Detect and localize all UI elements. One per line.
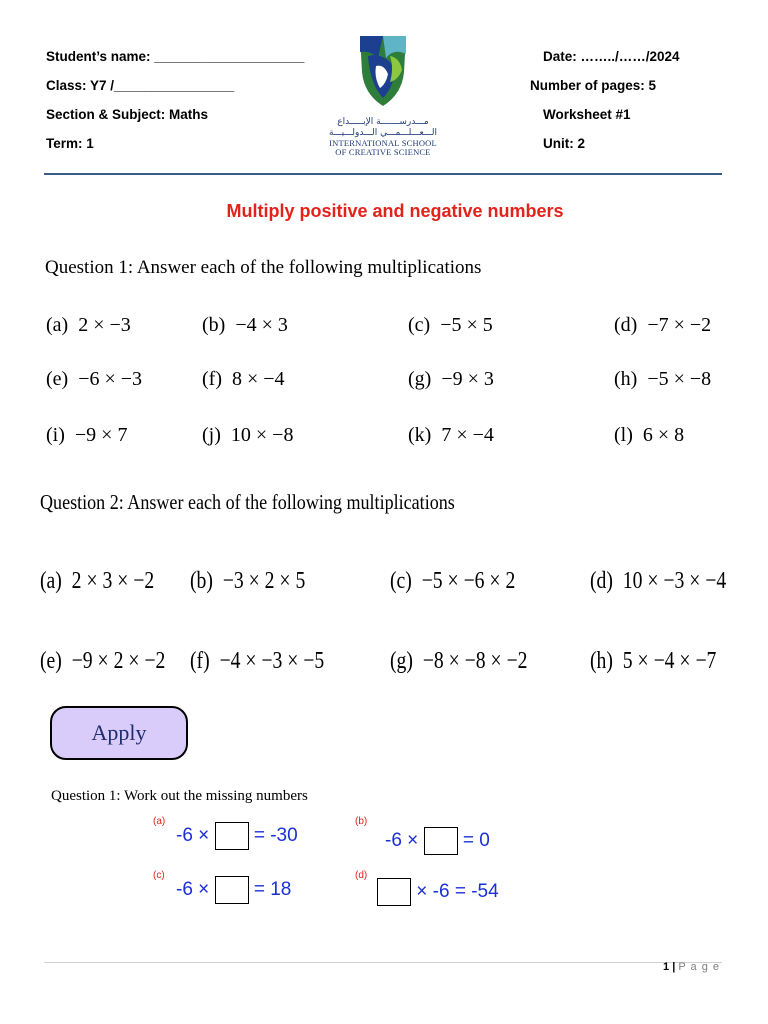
q1-item-f: (f) 8 × −4 [202,368,285,390]
q1-item-b: (b) −4 × 3 [202,314,288,336]
q1-item-h: (h) −5 × −8 [614,368,712,390]
q1-item-j: (j) 10 × −8 [202,424,294,446]
header-divider [44,173,722,175]
worksheet-title: Multiply positive and negative numbers [226,201,564,221]
apply-item-a: -6 × = -30 [176,822,298,850]
answer-box-c[interactable] [215,876,249,904]
school-name-arabic-2: الـــعـــلـــمـــي الـــدولـــيـــة [328,128,438,138]
answer-box-d[interactable] [377,878,411,906]
date-field: Date: ……../……/2024 [543,49,680,64]
worksheet-number: Worksheet #1 [543,107,631,122]
school-crest-icon [318,32,448,112]
question2-heading: Question 2: Answer each of the following multiplications [40,490,455,514]
footer-divider [44,962,722,963]
q1-item-i: (i) −9 × 7 [46,424,128,446]
question1-heading: Question 1: Answer each of the following multiplications [45,257,482,278]
section-subject: Section & Subject: Maths [46,107,209,122]
page-separator: | [672,961,676,973]
q2-item-e: (e) −9 × 2 × −2 [40,648,166,674]
term: Term: 1 [46,136,94,151]
q2-item-h: (h) 5 × −4 × −7 [590,648,717,674]
answer-box-a[interactable] [215,822,249,850]
apply-item-b: -6 × = 0 [385,827,490,855]
apply-item-c-label: (c) [153,870,165,881]
q2-item-d: (d) 10 × −3 × −4 [590,568,727,594]
q1-item-e: (e) −6 × −3 [46,368,143,390]
q1-item-d: (d) −7 × −2 [614,314,712,336]
school-name-english-2: OF CREATIVE SCIENCE [335,147,431,157]
q1-item-g: (g) −9 × 3 [408,368,494,390]
q1-item-k: (k) 7 × −4 [408,424,494,446]
q1-item-a: (a) 2 × −3 [46,314,131,336]
school-name-arabic-1: مـــدرســـــــة الإبـــــداع [337,117,429,127]
answer-box-b[interactable] [424,827,458,855]
apply-item-a-label: (a) [153,816,166,827]
class-field: Class: Y7 /________________ [46,78,235,93]
school-name-english-1: INTERNATIONAL SCHOOL [329,138,437,148]
page-word: P a g e [678,961,720,973]
apply-label: Apply [91,720,147,745]
page-footer [630,961,720,973]
q1-item-l: (l) 6 × 8 [614,424,685,446]
apply-item-c: -6 × = 18 [176,876,291,904]
number-of-pages: Number of pages: 5 [530,78,657,93]
q1-item-c: (c) −5 × 5 [408,314,493,336]
apply-question-heading: Question 1: Work out the missing numbers [51,788,308,804]
school-logo [318,32,448,160]
page-number: 1 [663,961,670,973]
student-name-field: Student’s name: ____________________ [46,49,305,64]
q2-item-a: (a) 2 × 3 × −2 [40,568,155,594]
apply-badge [50,706,188,760]
apply-item-d: × -6 = -54 [377,878,499,906]
apply-item-b-label: (b) [355,816,368,827]
unit: Unit: 2 [543,136,585,151]
q2-item-g: (g) −8 × −8 × −2 [390,648,528,674]
q2-item-c: (c) −5 × −6 × 2 [390,568,516,594]
apply-item-d-label: (d) [355,870,368,881]
q2-item-b: (b) −3 × 2 × 5 [190,568,306,594]
q2-item-f: (f) −4 × −3 × −5 [190,648,325,674]
